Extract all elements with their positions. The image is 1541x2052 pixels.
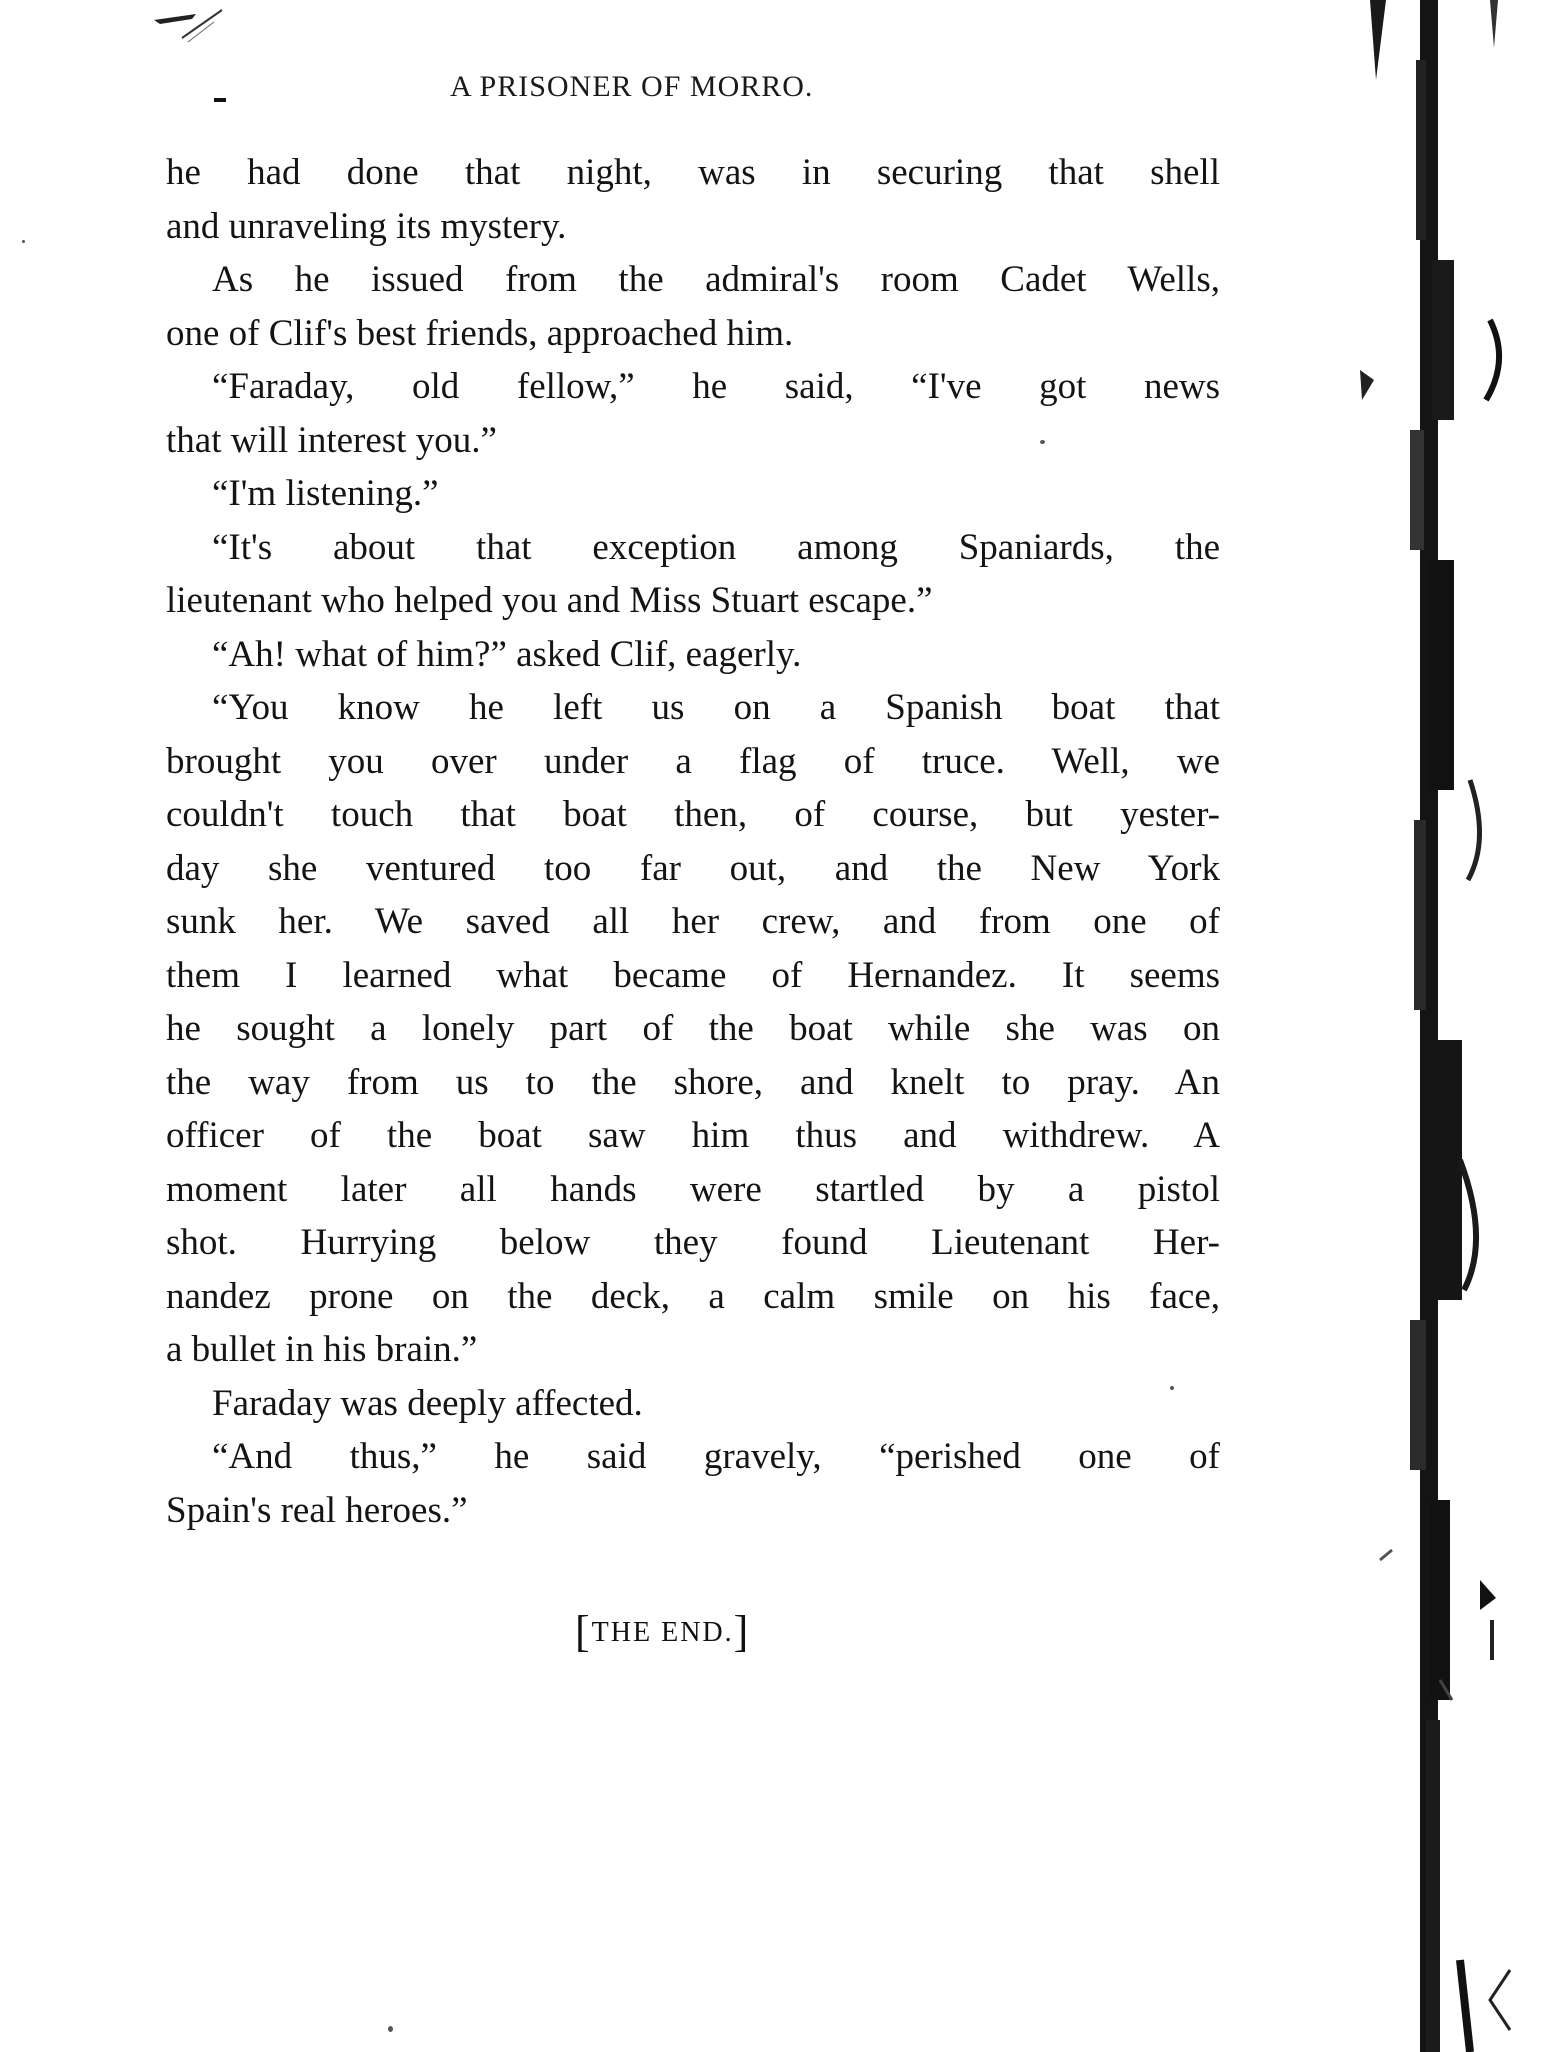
text-line: “It's about that exception among Spaniards, the <box>212 526 1220 568</box>
text-line: one of Clif's best friends, approached him. <box>166 312 794 354</box>
text-line: brought you over under a flag of truce. Well, we <box>166 740 1220 782</box>
end-close-bracket: ] <box>733 1607 751 1656</box>
end-mark <box>575 1606 835 1657</box>
text-line: couldn't touch that boat then, of course, but yester- <box>166 794 1220 835</box>
ink-speck <box>1040 440 1045 444</box>
head-dash-mark <box>214 98 226 102</box>
text-line: nandez prone on the deck, a calm smile on his face, <box>166 1275 1220 1317</box>
end-open-bracket: [ <box>575 1607 592 1656</box>
body-text <box>166 146 1220 1537</box>
text-line: “And thus,” he said gravely, “perished one of <box>212 1436 1220 1477</box>
text-line: Spain's real heroes.” <box>166 1489 468 1531</box>
text-line: “You know he left us on a Spanish boat that <box>212 687 1220 728</box>
text-line: sunk her. We saved all her crew, and from one of <box>166 901 1220 942</box>
text-line: “I'm listening.” <box>212 473 439 514</box>
text-line: and unraveling its mystery. <box>166 205 567 247</box>
torn-binding-edge <box>1340 0 1541 2052</box>
end-text: THE END. <box>591 1617 734 1648</box>
text-line: shot. Hurrying below they found Lieutenant Her- <box>166 1222 1220 1263</box>
text-line: moment later all hands were startled by a pistol <box>166 1168 1220 1210</box>
text-line: day she ventured too far out, and the New York <box>166 847 1220 889</box>
text-line: Faraday was deeply affected. <box>212 1382 643 1424</box>
text-line: that will interest you.” <box>166 419 497 461</box>
ink-speck <box>1170 1386 1174 1390</box>
text-line: “Ah! what of him?” asked Clif, eagerly. <box>212 633 802 675</box>
text-line: he had done that night, was in securing that shell <box>166 152 1220 193</box>
text-line: “Faraday, old fellow,” he said, “I've got news <box>212 366 1220 407</box>
corner-pen-mark <box>152 8 232 58</box>
ink-speck <box>22 240 25 243</box>
ink-speck <box>388 2026 393 2032</box>
running-head: A PRISONER OF MORRO. <box>450 70 814 103</box>
text-line: a bullet in his brain.” <box>166 1329 478 1370</box>
text-line: As he issued from the admiral's room Cadet Wells, <box>212 259 1220 300</box>
text-line: the way from us to the shore, and knelt to pray. An <box>166 1061 1220 1103</box>
text-line: lieutenant who helped you and Miss Stuart escape.” <box>166 580 933 621</box>
text-line: officer of the boat saw him thus and withdrew. A <box>166 1115 1220 1156</box>
text-line: them I learned what became of Hernandez. It seems <box>166 954 1220 996</box>
text-line: he sought a lonely part of the boat while she was on <box>166 1008 1220 1049</box>
